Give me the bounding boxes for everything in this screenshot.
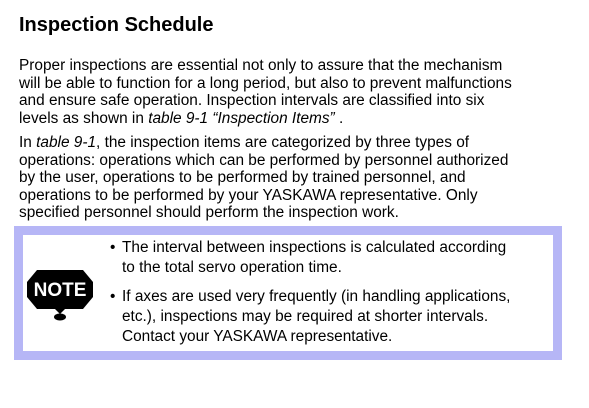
- note-icon-dot: [54, 314, 66, 321]
- note-item: [108, 287, 510, 347]
- note-icon-stem: [55, 309, 65, 314]
- text-line: to the total servo operation time.: [122, 259, 342, 276]
- text-fragment: levels as shown in: [19, 109, 149, 127]
- text-line: operations: operations which can be performed by personnel authorized: [19, 151, 509, 169]
- text-line: and ensure safe operation. Inspection intervals are classified into six: [19, 92, 485, 109]
- text-line: The interval between inspections is calculated according: [122, 239, 507, 256]
- note-icon-label: NOTE: [33, 280, 87, 301]
- intro-paragraph: [19, 57, 512, 127]
- categories-paragraph: [19, 134, 508, 222]
- text-fragment: , the inspection items are categorized by three types of: [96, 134, 470, 151]
- note-item: [108, 238, 510, 278]
- bullet-icon: •: [110, 239, 116, 256]
- text-line: If axes are used very frequently (in handling applications,: [122, 288, 511, 305]
- note-list: [108, 238, 510, 347]
- table-reference: table 9-1: [36, 134, 97, 151]
- text-line: will be able to function for a long period, but also to prevent malfunctions: [19, 74, 512, 92]
- text-fragment: In: [19, 134, 37, 151]
- text-line: operations to be performed by your YASKAWA representative. Only: [19, 186, 478, 204]
- text-fragment: .: [334, 109, 344, 127]
- text-line: Contact your YASKAWA representative.: [122, 328, 393, 345]
- note-icon: [27, 266, 93, 322]
- text-line: Proper inspections are essential not only to assure that the mechanism: [19, 57, 503, 74]
- text-line: etc.), inspections may be required at shorter intervals.: [122, 308, 489, 325]
- bullet-icon: •: [110, 288, 116, 305]
- section-title: Inspection Schedule: [19, 14, 214, 36]
- text-line: by the user, operations to be performed by trained personnel, and: [19, 169, 466, 186]
- table-reference: table 9-1 “Inspection Items”: [148, 109, 335, 127]
- text-line: specified personnel should perform the inspection work.: [19, 204, 399, 221]
- text-line: [19, 110, 512, 128]
- text-line: [19, 134, 508, 152]
